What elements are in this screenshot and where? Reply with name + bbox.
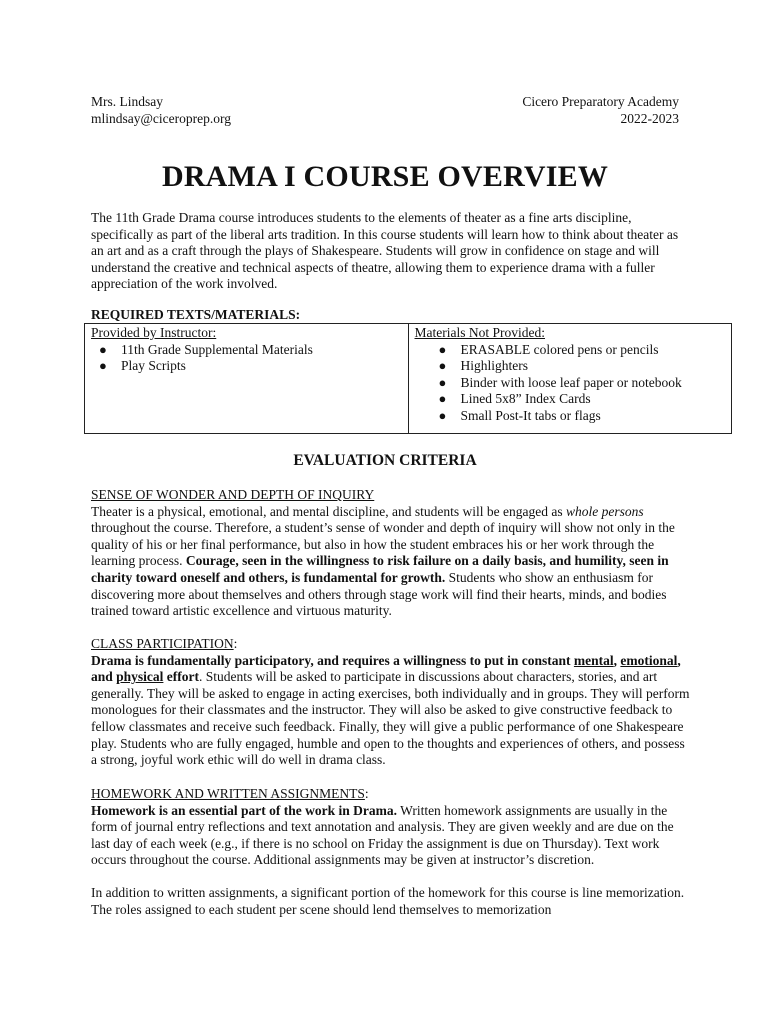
list-item: ● Play Scripts [99, 358, 186, 373]
list-item: ● Lined 5x8” Index Cards [438, 391, 591, 406]
course-intro: The 11th Grade Drama course introduces students to the elements of theater as a fine arts discipline, specifically as part of the liberal arts tradition. In this course students will learn how to think about theater as an art and as a craft through the plays of Shakespeare. Students will grow in confidence on stage and will understand the creative and technical aspects of theatre, allowing them to experience drama with a fuller appreciation of the work involved. [91, 210, 679, 292]
provided-heading: Provided by Instructor: [91, 325, 217, 340]
provided-column [85, 324, 409, 434]
homework-section: HOMEWORK AND WRITTEN ASSIGNMENTS: Homework is an essential part of the work in Drama. Written homework assignments are usually in the form of journal entry reflections and text annotation and analysis. They are given weekly and are due on the last day of each week (e.g., if there is no school on Friday the assignment is due on Thursday). Text work occurs throughout the course. Additional assignments may be given at instructor’s discretion. [91, 786, 691, 869]
school-name: Cicero Preparatory Academy [522, 94, 679, 109]
memorization-text: In addition to written assignments, a significant portion of the homework for this course is line memorization. The roles assigned to each student per scene should lend themselves to memorization [91, 885, 685, 917]
bullet-icon: ● [99, 341, 107, 357]
list-item: ● Binder with loose leaf paper or notebook [438, 374, 682, 390]
wonder-section [91, 487, 691, 620]
provided-list [91, 342, 402, 375]
bullet-icon: ● [438, 341, 447, 357]
page-title: DRAMA I COURSE OVERVIEW [161, 160, 609, 193]
materials-table [84, 323, 732, 434]
not-provided-column [408, 324, 732, 434]
teacher-name: Mrs. Lindsay [91, 94, 163, 109]
evaluation-heading: EVALUATION CRITERIA [293, 452, 477, 469]
list-item: ● ERASABLE colored pens or pencils [438, 341, 659, 357]
participation-section: CLASS PARTICIPATION: Drama is fundamentally participatory, and requires a willingness to put in constant mental, emotional, and physical effort. Students will be asked to participate in discussions about characters, stories, and art generally. They will be asked to engage in acting exercises, both individually and in groups. They will perform monologues for their classmates and the instructor. They will also be asked to give constructive feedback to fellow classmates and receive such feedback. Finally, they will give a public performance of one Shakespeare play. Students who are fully engaged, humble and open to the thoughts and experiences of others, and possess a strong, joyful work ethic will do well in drama class. [91, 636, 690, 768]
school-info [522, 94, 679, 127]
wonder-text: Theater is a physical, emotional, and mental discipline, and students will be engaged as whole persons throughout the course. Therefore, a student’s sense of wonder and depth of inquiry will show not only in the quality of his or her final performance, but also in how the student embraces his or her work through the learning process. Courage, seen in the willingness to risk failure on a daily basis, and humility, seen in charity toward oneself and others, is fundamental for growth. Students who show an enthusiasm for discovering more about themselves and others through stage work will find their hearts, minds, and bodies trained toward artistic excellence and virtuous maturity. [91, 503, 675, 619]
list-item: ● Highlighters [438, 358, 528, 373]
list-item: ● Small Post-It tabs or flags [438, 407, 601, 423]
bullet-icon: ● [438, 407, 447, 423]
bullet-icon: ● [438, 374, 447, 390]
homework-heading: HOMEWORK AND WRITTEN ASSIGNMENTS [91, 786, 365, 801]
bullet-icon: ● [99, 358, 107, 373]
memorization-section [91, 885, 691, 918]
list-item: ● 11th Grade Supplemental Materials [99, 341, 313, 357]
teacher-email: mlindsay@ciceroprep.org [91, 110, 232, 126]
not-provided-heading: Materials Not Provided: [414, 325, 545, 340]
participation-text: Drama is fundamentally participatory, and requires a willingness to put in constant mental, emotional, and physical effort. Students will be asked to participate in discussions about characters, stories, and art generally. They will be asked to engage in acting exercises, both individually and in groups. They will perform monologues for their classmates and the instructor. They will also be asked to give constructive feedback to fellow classmates and receive such feedback. Finally, they will give a public performance of one Shakespeare play. Students who are fully engaged, humble and open to the thoughts and experiences of others, and possess a strong, joyful work ethic will do well in drama class. [91, 652, 690, 768]
wonder-heading: SENSE OF WONDER AND DEPTH OF INQUIRY [91, 487, 375, 502]
bullet-icon: ● [438, 391, 447, 406]
teacher-info [91, 94, 231, 127]
required-materials-heading: REQUIRED TEXTS/MATERIALS: [91, 307, 301, 322]
bullet-icon: ● [438, 358, 447, 373]
participation-heading: CLASS PARTICIPATION [91, 636, 234, 651]
homework-text: Homework is an essential part of the work in Drama. Written homework assignments are usually in the form of journal entry reflections and text annotation and analysis. They are given weekly and are due on the last day of each week (e.g., if there is no school on Friday the assignment is due on Thursday). Text work occurs throughout the course. Additional assignments may be given at instructor’s discretion. [91, 802, 674, 868]
school-year: 2022-2023 [620, 110, 679, 126]
not-provided-list [415, 342, 726, 425]
